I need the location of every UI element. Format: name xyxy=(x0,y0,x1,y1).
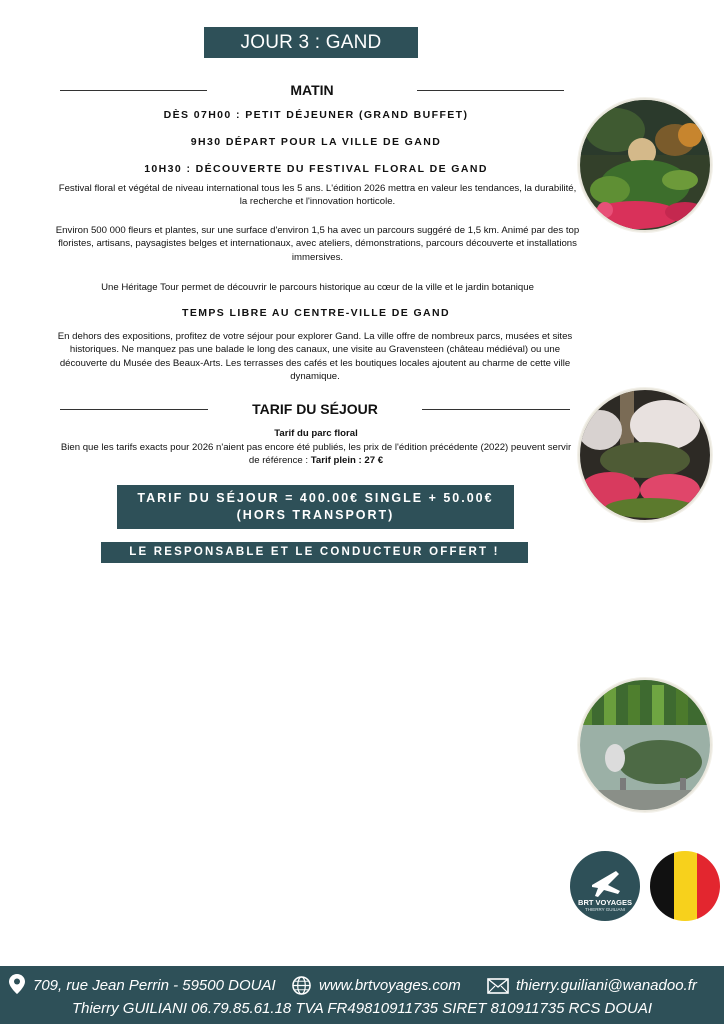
full-price: Tarif plein : 27 € xyxy=(310,455,384,467)
breakfast-line: DÈS 07H00 : PETIT DÉJEUNER (GRAND BUFFET) xyxy=(163,109,469,121)
logo-subname: THIERRY GUILIANI xyxy=(584,907,626,912)
festival-photo-1 xyxy=(578,98,712,232)
divider-left xyxy=(60,90,207,91)
brt-voyages-logo xyxy=(570,851,640,921)
logo-name: BRT VOYAGES xyxy=(578,898,632,907)
festival-paragraph-3: Une Héritage Tour permet de découvrir le parcours historique au cœur de la ville et le jardin botanique xyxy=(101,282,534,293)
pricing-text xyxy=(55,441,577,468)
offer-banner: LE RESPONSABLE ET LE CONDUCTEUR OFFERT ! xyxy=(101,542,528,563)
footer-email[interactable]: thierry.guiliani@wanadoo.fr xyxy=(516,977,697,994)
departure-line: 9H30 DÉPART POUR LA VILLE DE GAND xyxy=(190,136,442,148)
festival-paragraph-1: Festival floral et végétal de niveau international tous les 5 ans. L'édition 2026 mettra en valeur les tendances, la durabilité, la recherche et l'innovation horticole. xyxy=(58,183,577,208)
divider-left-2 xyxy=(60,409,208,410)
footer xyxy=(0,966,724,1024)
pricing-heading: TARIF DU SÉJOUR xyxy=(252,401,378,417)
page-title: JOUR 3 : GAND xyxy=(204,27,418,58)
pricing-description: Bien que les tarifs exacts pour 2026 n'aient pas encore été publiés, les prix de l'édition précédente (2022) peuvent servir de référence : xyxy=(60,442,572,467)
footer-website[interactable]: www.brtvoyages.com xyxy=(319,977,461,994)
free-time-heading: TEMPS LIBRE AU CENTRE-VILLE DE GAND xyxy=(182,307,450,319)
festival-photo-2 xyxy=(578,388,712,522)
free-time-paragraph: En dehors des expositions, profitez de votre séjour pour explorer Gand. La ville offre de nombreux parcs, musées et sites historiques. Ne manquez pas une balade le long des canaux, une visite au Gravensteen (château médiéval) ou une découverte du Musée des Beaux-Arts. Les terrasses des cafés et les boutiques locales ajoutent au charme de cette ville dynamique. xyxy=(57,331,573,382)
divider-right xyxy=(417,90,564,91)
footer-legal: Thierry GUILIANI 06.79.85.61.18 TVA FR49810911735 SIRET 810911735 RCS DOUAI xyxy=(71,1000,653,1017)
envelope-icon xyxy=(487,978,509,994)
price-banner xyxy=(117,485,514,529)
festival-heading: 10H30 : DÉCOUVERTE DU FESTIVAL FLORAL DE GAND xyxy=(144,163,488,175)
festival-paragraph-2: Environ 500 000 fleurs et plantes, sur une surface d'environ 1,5 ha avec un parcours suggéré de 1,5 km. Animé par des top floristes, artisans, paysagistes belges et internationaux, avec ateliers, démonstrations, parcours découverte et installations immersives. xyxy=(55,225,580,263)
festival-photo-3 xyxy=(578,678,712,812)
pricing-subheading: Tarif du parc floral xyxy=(274,428,358,439)
divider-right-2 xyxy=(422,409,570,410)
location-pin-icon xyxy=(9,974,25,994)
belgium-flag xyxy=(650,851,720,921)
price-line-1: TARIF DU SÉJOUR = 400.00€ SINGLE + 50.00€ xyxy=(137,491,494,505)
footer-address: 709, rue Jean Perrin - 59500 DOUAI xyxy=(33,977,276,994)
price-line-2: (HORS TRANSPORT) xyxy=(236,508,395,522)
globe-icon xyxy=(292,976,311,995)
morning-heading: MATIN xyxy=(290,82,334,98)
